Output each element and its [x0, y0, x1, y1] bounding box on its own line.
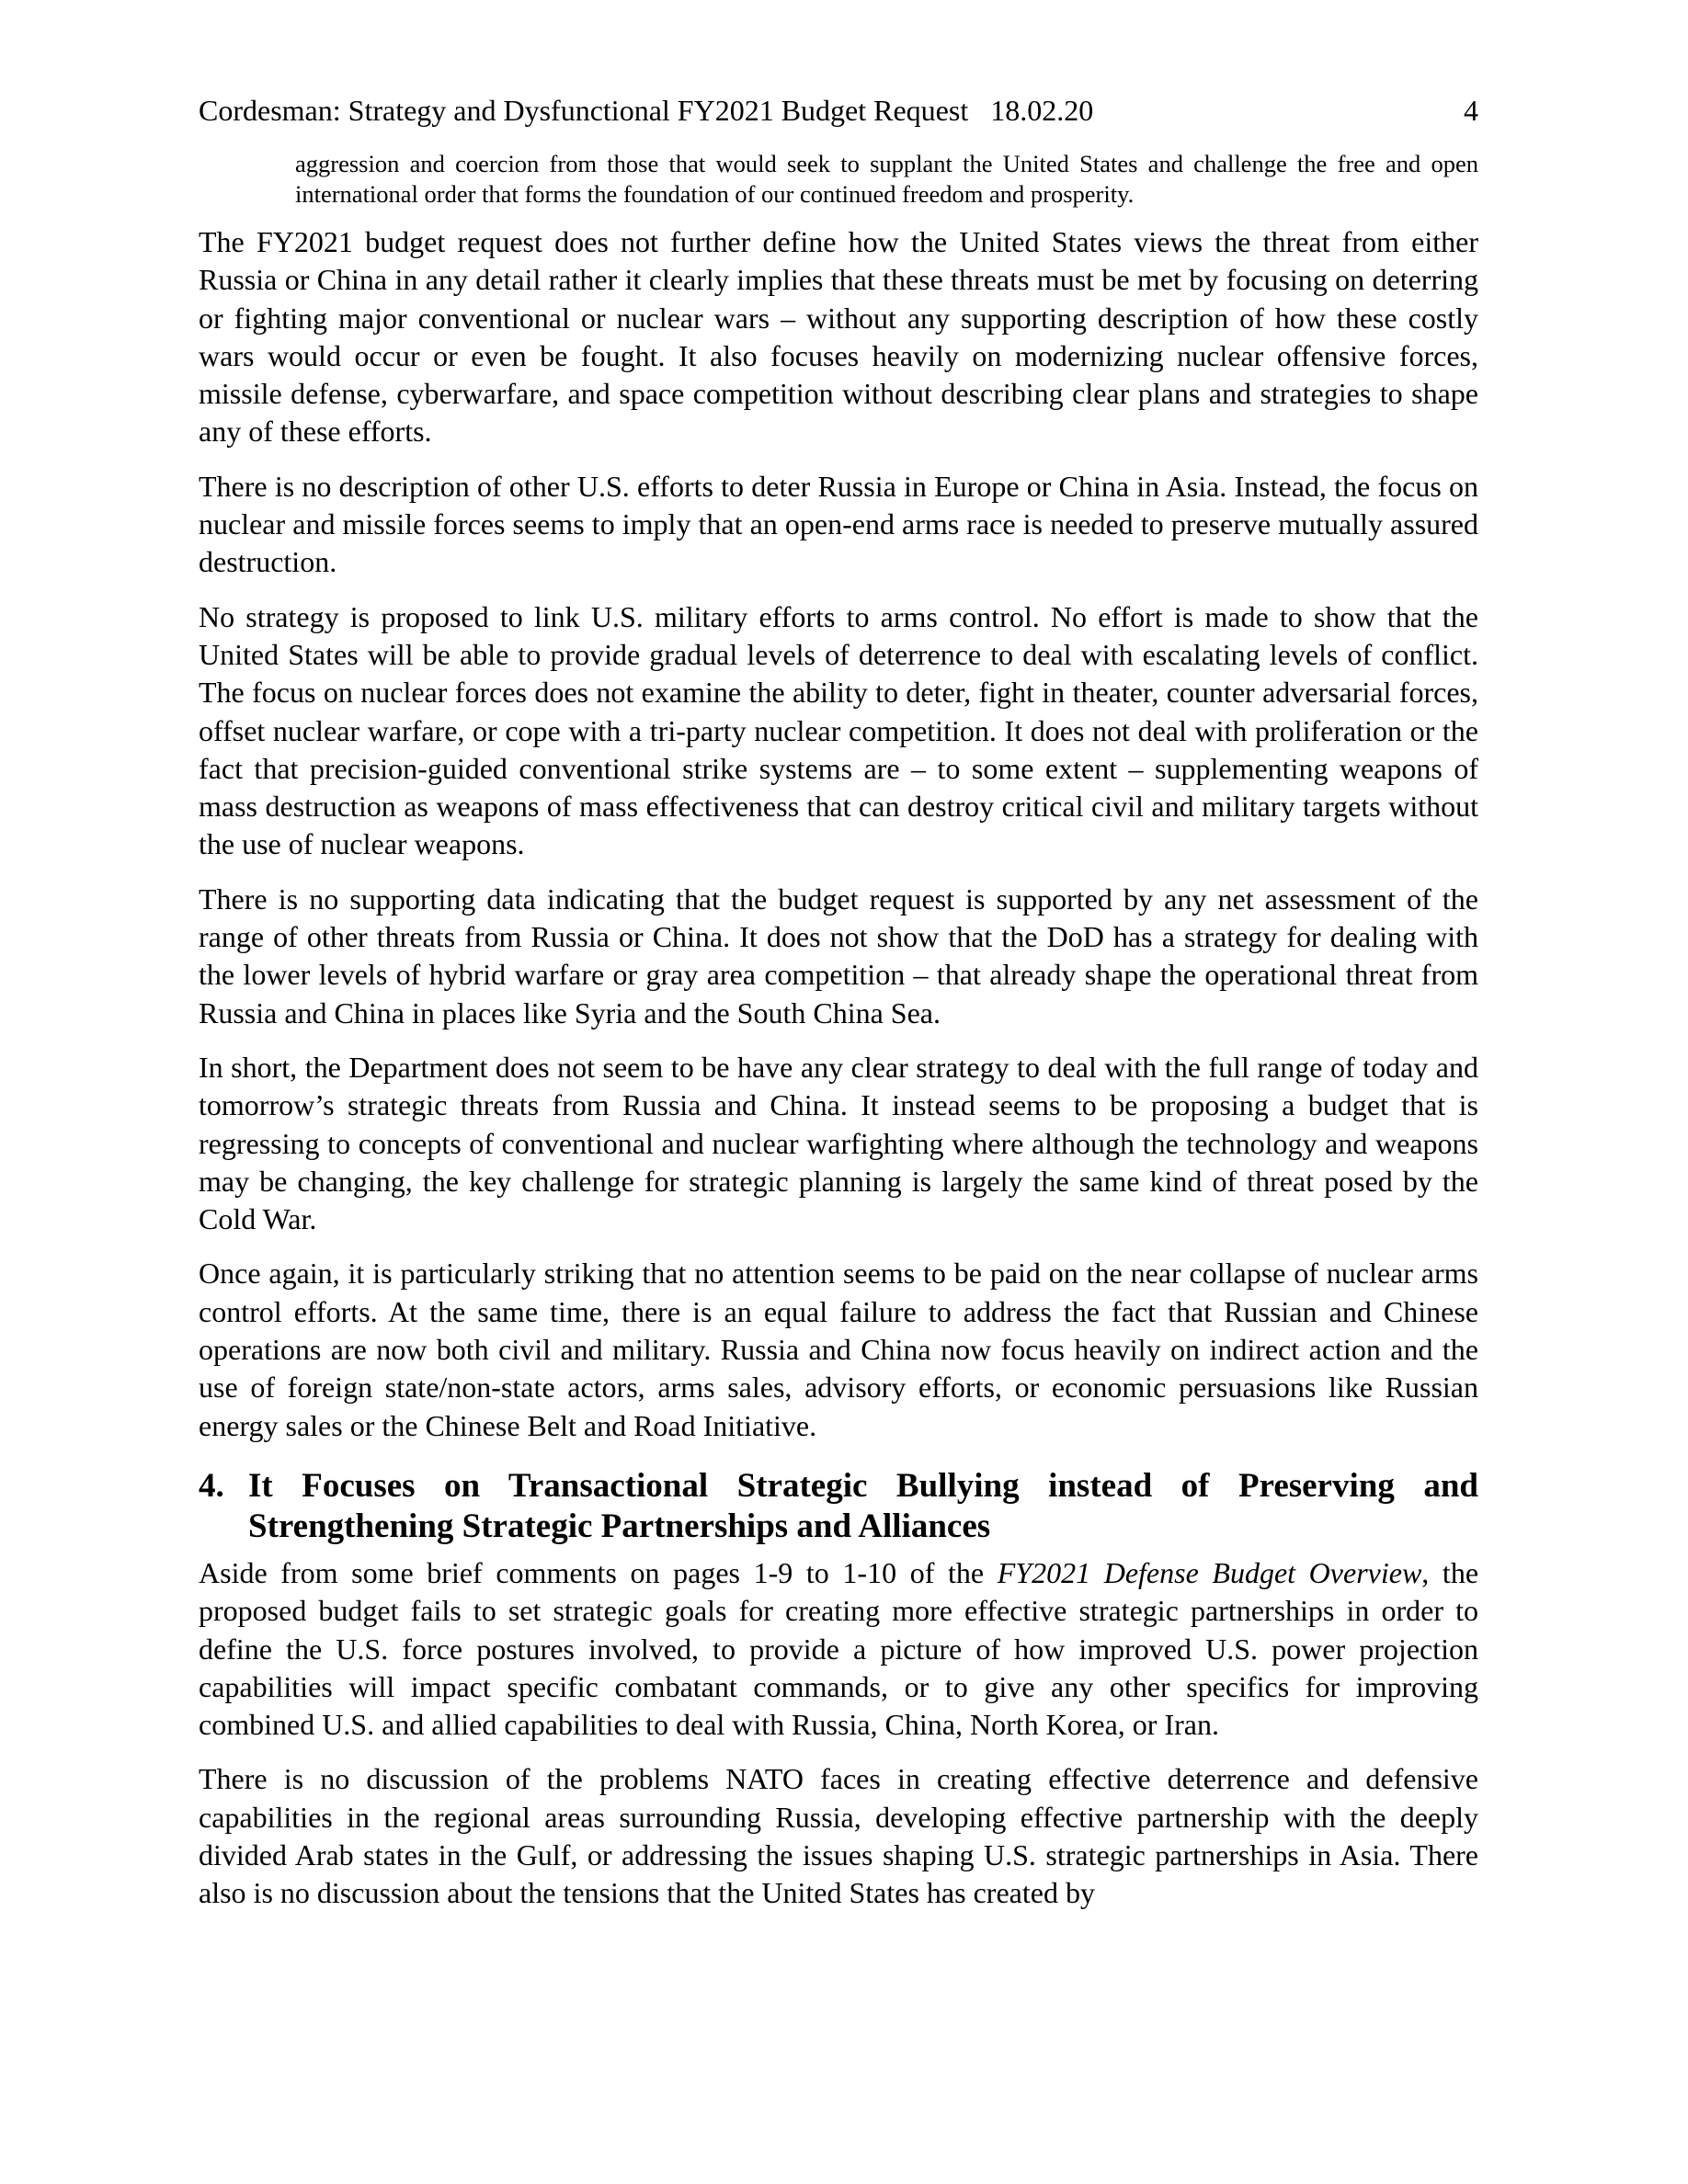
paragraph-text: , the proposed budget fails to set strategic goals for creating more effective strategic partnerships in order to define the U.S. force postures involved, to provide a picture of how improved U.S. power projection capabilities will impact specific combatant commands, or to give any other specifics for improving combined U.S. and allied capabilities to deal with Russia, China, North Korea, or Iran. [199, 1555, 1479, 1742]
body-paragraph-1: The FY2021 budget request does not further define how the United States views the threat from either Russia or China in any detail rather it clearly implies that these threats must be met by focusing on deterring or fighting major conventional or nuclear wars – without any supporting description of how these costly wars would occur or even be fought. It also focuses heavily on modernizing nuclear offensive forces, missile defense, cyberwarfare, and space competition without describing clear plans and strategies to shape any of these efforts. [199, 225, 1478, 449]
body-paragraph-6: Once again, it is particularly striking that no attention seems to be paid on the near collapse of nuclear arms control efforts. At the same time, there is an equal failure to address the fact that Russian and Chinese operations are now both civil and military. Russia and China now focus heavily on indirect action and the use of foreign state/non-state actors, arms sales, advisory efforts, or economic persuasions like Russian energy sales or the Chinese Belt and Road Initiative. [199, 1257, 1478, 1442]
section-title: It Focuses on Transactional Strategic Bullying instead of Preserving and Strengthening Strategic Partnerships and Alliances [248, 1466, 1478, 1545]
page-header [199, 92, 1478, 129]
body-paragraph-2: There is no description of other U.S. efforts to deter Russia in Europe or China in Asia. Instead, the focus on nuclear and missile forces seems to imply that an open-end arms race is needed to preserve mutually assured destruction. [199, 469, 1478, 579]
document-title-reference: FY2021 Defense Budget Overview [997, 1555, 1422, 1589]
body-paragraph-7 [199, 1554, 1478, 1744]
section-heading [199, 1466, 1478, 1547]
body-paragraph-8: There is no discussion of the problems NATO faces in creating effective deterrence and defensive capabilities in the regional areas surrounding Russia, developing effective partnership with the deeply divided Arab states in the Gulf, or addressing the issues shaping U.S. strategic partnerships in Asia. There also is no discussion about the tensions that the United States has created by [199, 1762, 1478, 1910]
section-number: 4. [199, 1466, 224, 1505]
body-paragraph-5: In short, the Department does not seem to be have any clear strategy to deal with the full range of today and tomorrow’s strategic threats from Russia and China. It instead seems to be proposing a budget that is regressing to concepts of conventional and nuclear warfighting where although the technology and weapons may be changing, the key challenge for strategic planning is largely the same kind of threat posed by the Cold War. [199, 1050, 1478, 1236]
running-title: Cordesman: Strategy and Dysfunctional FY2021 Budget Request 18.02.20 [199, 94, 1094, 127]
document-page [199, 92, 1478, 1913]
body-paragraph-4: There is no supporting data indicating that the budget request is supported by any net assessment of the range of other threats from Russia or China. It does not show that the DoD has a strategy for dealing with the lower levels of hybrid warfare or gray area competition – that already shape the operational threat from Russia and China in places like Syria and the South China Sea. [199, 882, 1478, 1029]
page-number: 4 [1464, 94, 1478, 127]
body-paragraph-3: No strategy is proposed to link U.S. military efforts to arms control. No effort is made to show that the United States will be able to provide gradual levels of deterrence to deal with escalating levels of conflict. The focus on nuclear forces does not examine the ability to deter, fight in theater, counter adversarial forces, offset nuclear warfare, or cope with a tri-party nuclear competition. It does not deal with proliferation or the fact that precision-guided conventional strike systems are – to some extent – supplementing weapons of mass destruction as weapons of mass effectiveness that can destroy critical civil and military targets without the use of nuclear weapons. [199, 599, 1478, 861]
paragraph-text: Aside from some brief comments on pages 1-9 to 1-10 of the [199, 1555, 998, 1589]
block-quote: aggression and coercion from those that would seek to supplant the United States and challenge the free and open international order that forms the foundation of our continued freedom and prosperity. [295, 150, 1478, 208]
